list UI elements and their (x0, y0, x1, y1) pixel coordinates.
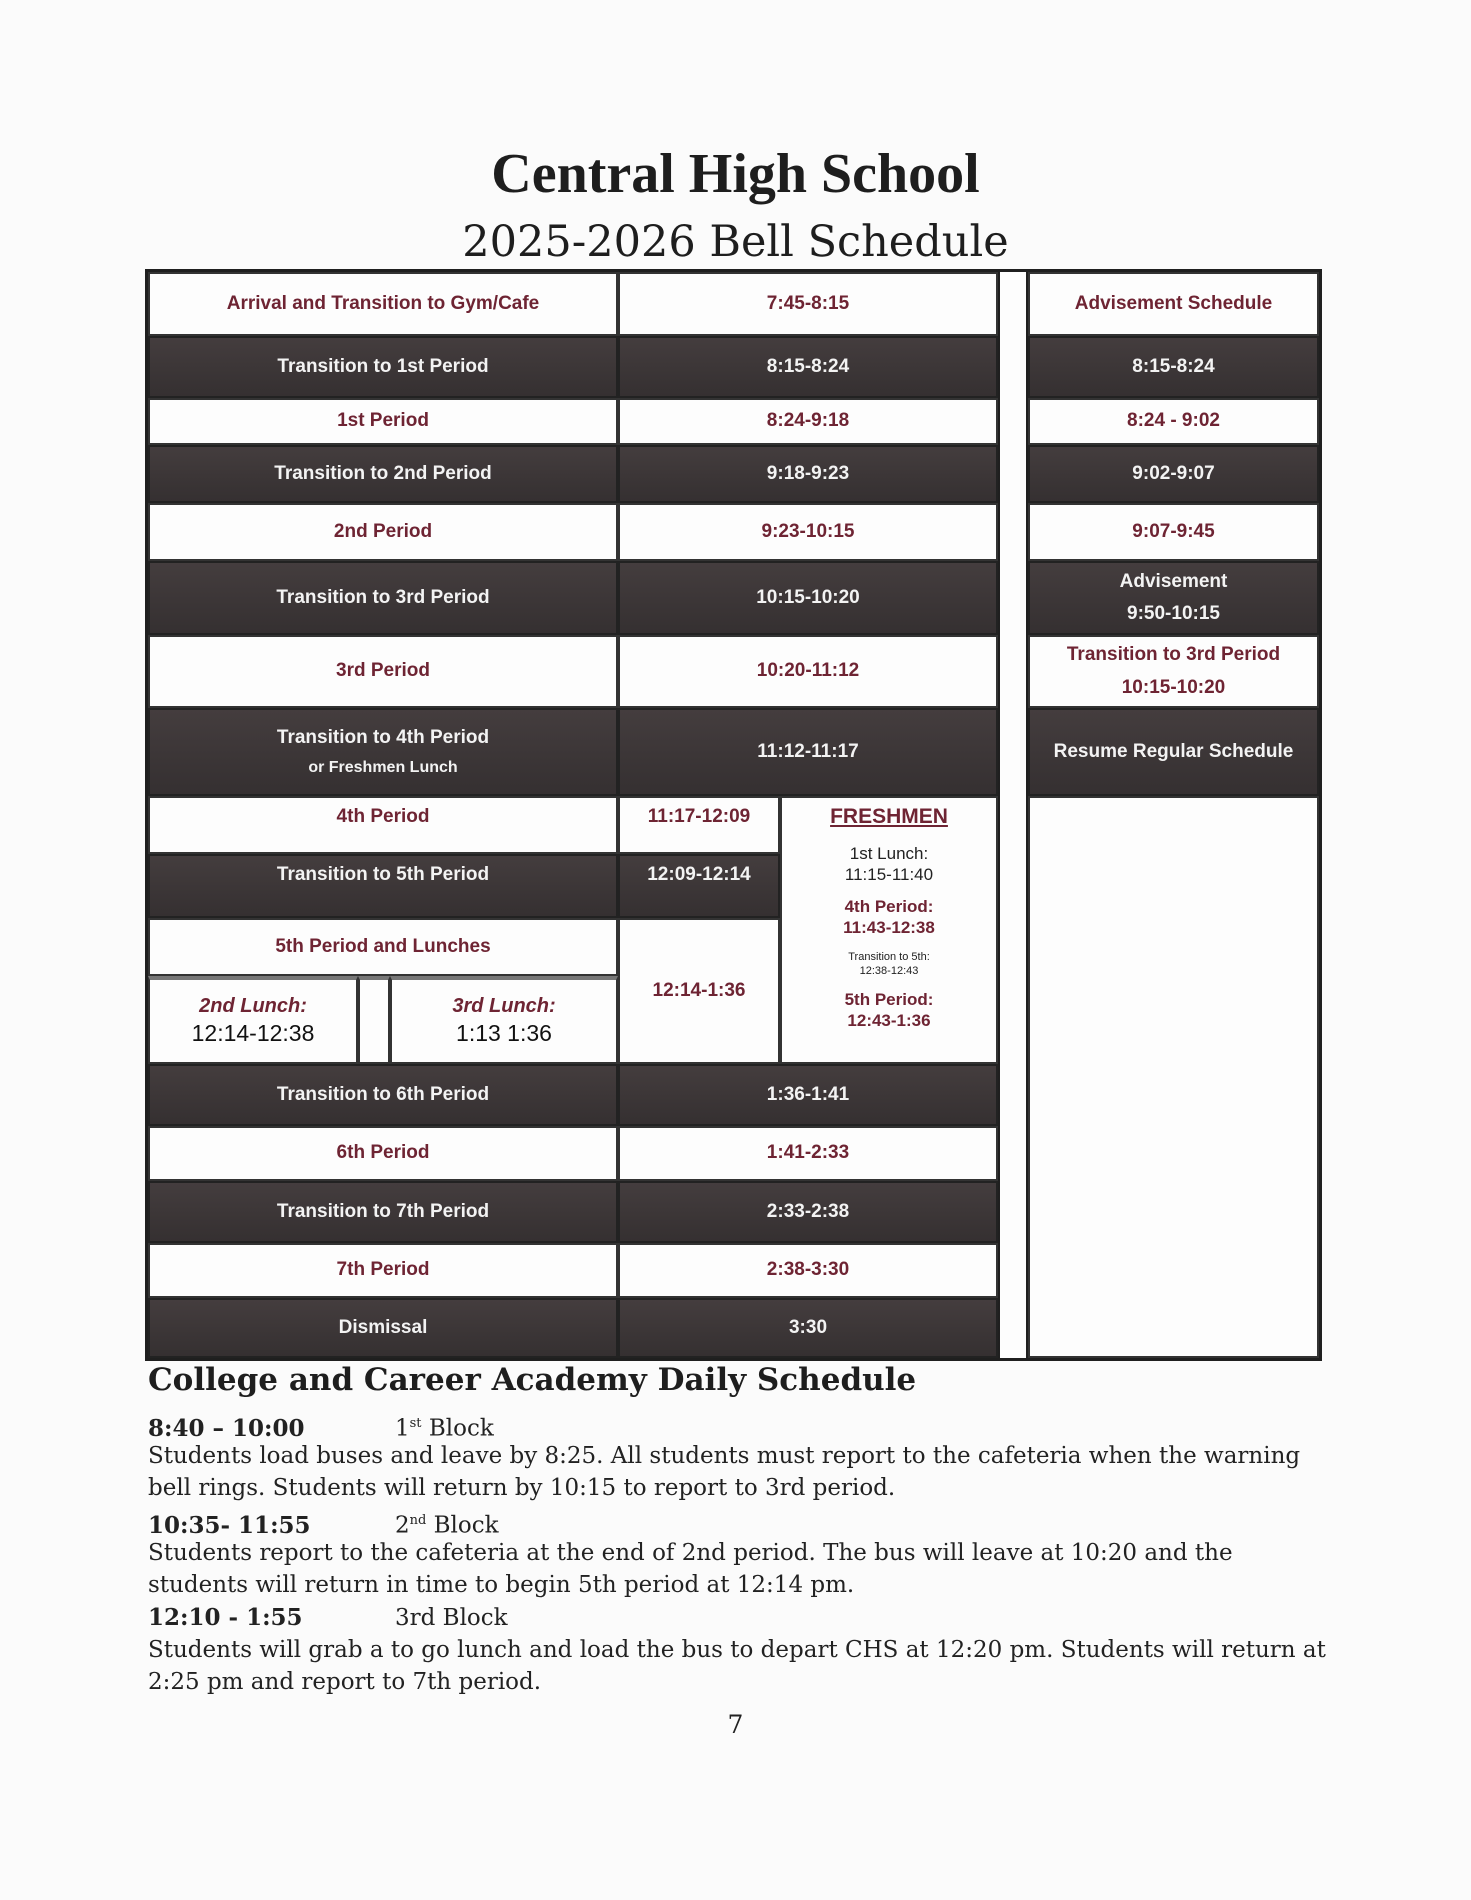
advisement-header: Advisement Schedule (1028, 272, 1319, 336)
row-p3-time: 10:20-11:12 (618, 635, 998, 708)
advisement-t3-label: Transition to 3rd Period (1066, 644, 1281, 666)
row-t4-label (148, 708, 618, 796)
block3-desc: Students will grab a to go lunch and load the bus to depart CHS at 12:20 pm. Students will return at 2:25 pm and report to 7th period. (148, 1637, 1326, 1695)
block2-time: 10:35- 11:55 (148, 1511, 311, 1539)
row-t6-time: 1:36-1:41 (618, 1064, 998, 1126)
lunch-2-cell (148, 976, 358, 1064)
lunch-3-label: 3rd Lunch: (452, 995, 556, 1018)
row-p6-time: 1:41-2:33 (618, 1126, 998, 1181)
row-t4-sublabel: or Freshmen Lunch (308, 758, 458, 776)
page-number: 7 (727, 1710, 744, 1739)
row-t4-label-text: Transition to 4th Period (276, 727, 490, 748)
advisement-t1: 8:15-8:24 (1028, 336, 1319, 398)
row-dismissal-label: Dismissal (148, 1298, 618, 1358)
row-t1-time: 8:15-8:24 (618, 336, 998, 398)
block3-time: 12:10 - 1:55 (148, 1604, 303, 1631)
row-p3-label: 3rd Period (148, 635, 618, 708)
row-p5-label: 5th Period and Lunches (148, 918, 618, 976)
block2-sup: nd (409, 1513, 427, 1528)
row-t7-label: Transition to 7th Period (148, 1181, 618, 1243)
row-t3-label: Transition to 3rd Period (148, 561, 618, 635)
column-gap (1000, 272, 1026, 1358)
row-t5-label: Transition to 5th Period (148, 854, 618, 918)
advisement-time: 9:50-10:15 (1127, 603, 1220, 624)
page-title: Central High School (491, 143, 980, 205)
row-p4-time: 11:17-12:09 (618, 796, 780, 854)
block1-sup: st (409, 1416, 422, 1431)
row-arrival-label: Arrival and Transition to Gym/Cafe (148, 272, 618, 336)
block3-label: 3rd Block (395, 1605, 508, 1631)
academy-title: College and Career Academy Daily Schedule (148, 1362, 917, 1398)
row-arrival-time: 7:45-8:15 (618, 272, 998, 336)
row-p6-label: 6th Period (148, 1126, 618, 1181)
block2-num: 2 (395, 1512, 410, 1539)
freshmen-p5-time: 12:43-1:36 (847, 1011, 931, 1031)
lunch-divider (358, 976, 390, 1064)
row-t5-time: 12:09-12:14 (618, 854, 780, 918)
freshmen-t5-label: Transition to 5th: (848, 951, 930, 964)
row-dismissal-time: 3:30 (618, 1298, 998, 1358)
advisement-p2: 9:07-9:45 (1028, 503, 1319, 561)
block2-desc: Students report to the cafeteria at the end of 2nd period. The bus will leave at 10:20 and the students will return in time to begin 5th period at 12:14 pm. (148, 1540, 1233, 1598)
lunch-3-cell (390, 976, 618, 1064)
block3-line (148, 1602, 1328, 1634)
freshmen-p4-label: 4th Period: (844, 896, 934, 916)
lunch-3-time: 1:13 1:36 (456, 1020, 552, 1047)
block1-desc: Students load buses and leave by 8:25. All students must report to the cafeteria when the warning bell rings. Students will return by 10:15 to report to 3rd period. (148, 1443, 1301, 1501)
row-t3-time: 10:15-10:20 (618, 561, 998, 635)
advisement-t2: 9:02-9:07 (1028, 445, 1319, 503)
advisement-p1: 8:24 - 9:02 (1028, 398, 1319, 445)
freshmen-panel (780, 796, 998, 1064)
lunch-2-label: 2nd Lunch: (199, 995, 307, 1018)
advisement-t3-time: 10:15-10:20 (1121, 676, 1226, 698)
advisement-t3 (1028, 635, 1319, 708)
freshmen-p5-label: 5th Period: (844, 989, 934, 1009)
row-t6-label: Transition to 6th Period (148, 1064, 618, 1126)
advisement-resume: Resume Regular Schedule (1028, 708, 1319, 796)
block2-word: Block (426, 1512, 499, 1539)
row-p7-time: 2:38-3:30 (618, 1243, 998, 1298)
block1-time: 8:40 – 10:00 (148, 1414, 305, 1442)
row-p1-label: 1st Period (148, 398, 618, 445)
row-t7-time: 2:33-2:38 (618, 1181, 998, 1243)
freshmen-title: FRESHMEN (830, 805, 948, 828)
row-t2-time: 9:18-9:23 (618, 445, 998, 503)
row-p2-time: 9:23-10:15 (618, 503, 998, 561)
row-p5-time: 12:14-1:36 (618, 918, 780, 1064)
lunch-2-time: 12:14-12:38 (191, 1020, 315, 1047)
row-t2-label: Transition to 2nd Period (148, 445, 618, 503)
row-p7-label: 7th Period (148, 1243, 618, 1298)
row-p1-time: 8:24-9:18 (618, 398, 998, 445)
block1-num: 1 (395, 1415, 410, 1442)
advisement-empty (1028, 796, 1319, 1358)
row-t1-label: Transition to 1st Period (148, 336, 618, 398)
freshmen-t5-time: 12:38-12:43 (859, 965, 919, 978)
block1-word: Block (421, 1415, 494, 1442)
freshmen-lunch-label: 1st Lunch: (849, 844, 929, 864)
advisement-label: Advisement (1119, 570, 1228, 592)
row-p4-label: 4th Period (148, 796, 618, 854)
row-t4-time: 11:12-11:17 (618, 708, 998, 796)
advisement-block (1028, 561, 1319, 635)
freshmen-lunch-time: 11:15-11:40 (844, 865, 934, 885)
page-subtitle: 2025-2026 Bell Schedule (462, 217, 1009, 267)
freshmen-p4-time: 11:43-12:38 (843, 917, 935, 937)
row-p2-label: 2nd Period (148, 503, 618, 561)
